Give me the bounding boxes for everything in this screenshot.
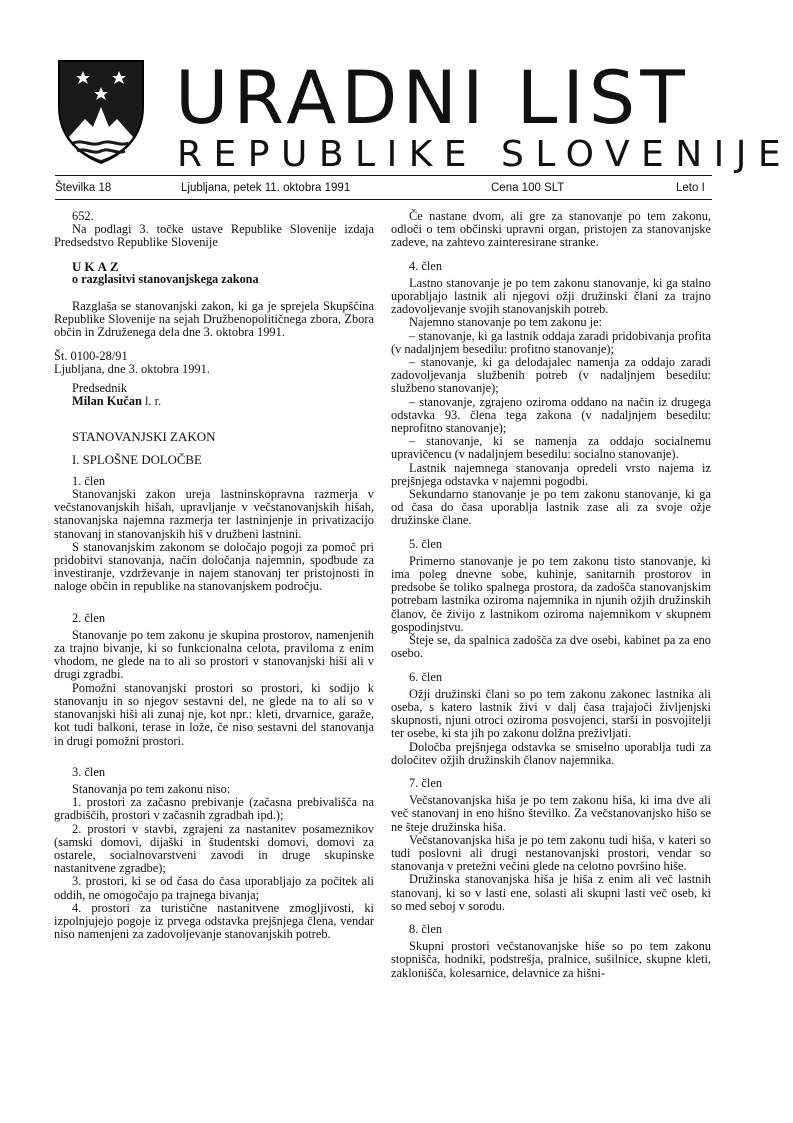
article-3-item-2: 2. prostori v stavbi, zgrajeni za nastanitev posameznikov (samski domovi, dijaški in študentski domovi, domovi za ostarele, socialnovarstveni zavodi in druge skupinske nastanitvene zgradbe); bbox=[54, 821, 374, 876]
article-7-paragraph-1: Večstanovanjska hiša je po tem zakonu hiša, ki ima dve ali več stanovanj in eno hišno številko. Za večstanovanjsko hišo se ne šteje družinska hiša. bbox=[391, 793, 711, 834]
article-5-heading: 5. člen bbox=[409, 536, 443, 551]
entry-number: 652. bbox=[72, 209, 94, 223]
article-4-list-item-1: – stanovanje, ki ga lastnik oddaja zaradi pridobivanja profita (v nadaljnjem besedilu: profitno stanovanje); bbox=[391, 328, 711, 356]
masthead-rule-top bbox=[55, 175, 712, 176]
right-column bbox=[391, 210, 711, 980]
gazette-subtitle: REPUBLIKE SLOVENIJE bbox=[177, 134, 793, 175]
signer-name: Milan Kučan bbox=[72, 394, 142, 409]
signer bbox=[54, 395, 374, 408]
article-8-heading: 8. člen bbox=[409, 921, 443, 936]
law-title: STANOVANJSKI ZAKON bbox=[72, 429, 216, 445]
article-1-heading: 1. člen bbox=[72, 473, 106, 488]
left-column bbox=[54, 210, 374, 941]
gazette-title: URADNI LIST bbox=[175, 56, 690, 141]
signer-suffix: l. r. bbox=[141, 394, 162, 409]
article-2-paragraph-1: Stanovanje po tem zakonu je skupina prostorov, namenjenih za trajno bivanje, ki so funkcionalna celota, praviloma z enim vhodom, ne glede na to ali so prostori v stanovanjski hiši ali v drugi zgradbi. bbox=[54, 627, 374, 682]
decree-subtitle: o razglasitvi stanovanjskega zakona bbox=[72, 271, 259, 286]
article-5-paragraph-1: Primerno stanovanje je po tem zakonu tisto stanovanje, ki ima poleg dnevne sobe, kuhinje, sanitarnih prostorov in predsobe še toliko spalnega prostora, da zadošča stanovanjskim potrebam lastnika oziroma najemnika in njunih ožjih družinskih članov, če živijo z lastnikom oziroma najemnikom v skupnem gospodinjstvu. bbox=[391, 553, 711, 634]
article-7-heading: 7. člen bbox=[409, 775, 443, 790]
article-5-paragraph-2: Šteje se, da spalnica zadošča za dve osebi, kabinet pa za eno osebo. bbox=[391, 633, 711, 661]
article-6-paragraph-2: Določba prejšnjega odstavka se smiselno uporablja tudi za določitev ožjih družinskih članov najemnika. bbox=[391, 739, 711, 767]
decree-intro: Na podlagi 3. točke ustave Republike Slovenije izdaja Predsedstvo Republike Slovenije bbox=[54, 222, 374, 250]
reference-date: Ljubljana, dne 3. oktobra 1991. bbox=[54, 361, 210, 376]
article-1-paragraph-2: S stanovanjskim zakonom se določajo pogoji za pomoč pri pridobitvi stanovanja, način določanja najemnin, spodbude za investiranje, vzdrževanje in najem stanovanj ter pristojnosti in naloge občin in republike na stanovanjskem področju. bbox=[54, 539, 374, 594]
article-4-paragraph-2: Najemno stanovanje po tem zakonu je: bbox=[409, 315, 603, 330]
article-4-paragraph-4: Sekundarno stanovanje je po tem zakonu stanovanje, ki ga od časa do časa uporablja lastnik zase ali za svoje ožje družinske člane. bbox=[391, 487, 711, 528]
decree-title: UKAZ bbox=[72, 258, 122, 274]
article-4-list-item-4: – stanovanje, ki se namenja za oddajo socialnemu upravičencu (v nadaljnjem besedilu: socialno stanovanje). bbox=[391, 434, 711, 462]
article-3-item-3: 3. prostori, ki se od časa do časa uporabljajo za počitek ali oddih, ne omogočajo pa trajnega bivanja; bbox=[54, 874, 374, 902]
reference-number: Št. 0100-28/91 bbox=[54, 348, 128, 363]
article-4-list-item-3: – stanovanje, zgrajeno oziroma oddano na način iz drugega odstavka 93. člena tega zakona (v nadaljnjem besedilu: neprofitno stanovanje); bbox=[391, 394, 711, 436]
article-6-paragraph-1: Ožji družinski člani so po tem zakonu zakonec lastnika ali oseba, s katero lastnik živi v dalj časa trajajoči življenjski skupnosti, njuni otroci oziroma posvojenci, starši in posvojitelji ter osebe, ki sta jih po zakonu dolžna preživljati. bbox=[391, 686, 711, 741]
chapter-heading: I. SPLOŠNE DOLOČBE bbox=[72, 452, 202, 467]
signer-role: Predsednik bbox=[72, 381, 128, 396]
article-2-heading: 2. člen bbox=[72, 610, 106, 625]
place-date: Ljubljana, petek 11. oktobra 1991 bbox=[181, 182, 351, 194]
year: Leto I bbox=[676, 182, 705, 194]
continuation-paragraph: Če nastane dvom, ali gre za stanovanje po tem zakonu, odloči o tem občinski upravni organ, pristojen za stanovanjske zadeve, na zahtevo zainteresirane stranke. bbox=[391, 209, 711, 250]
article-3-item-1: 1. prostori za začasno prebivanje (začasna prebivališča na gradbiščih, prostori v začasnih zgradbah ipd.); bbox=[54, 795, 374, 823]
article-4-list-item-2: – stanovanje, ki ga delodajalec namenja za oddajo zaradi zadovoljevanja službenih potreb (v nadaljnjem besedilu: službeno stanovanje); bbox=[391, 355, 711, 396]
article-3-intro: Stanovanja po tem zakonu niso: bbox=[72, 781, 231, 796]
article-3-item-4: 4. prostori za turistične nastanitvene zmogljivosti, ki izpolnjujejo pogoje iz prvega odstavka prejšnjega člena, vendar niso namenjeni za zadovoljevanje stanovanjskih potreb. bbox=[54, 900, 374, 942]
article-4-paragraph-3: Lastnik najemnega stanovanja opredeli vrsto najema iz prejšnjega odstavka v najemni pogodbi. bbox=[391, 460, 711, 488]
proclamation-text: Razglaša se stanovanjski zakon, ki ga je sprejela Skupščina Republike Slovenije na sejah Družbenopolitičnega zbora, Zbora občin in Združenega dela dne 3. oktobra 1991. bbox=[54, 299, 374, 340]
article-3-heading: 3. člen bbox=[72, 764, 106, 779]
slovenia-coat-of-arms-icon bbox=[55, 57, 147, 165]
article-7-paragraph-3: Družinska stanovanjska hiša je hiša z enim ali več lastnih stanovanj, ki so v lasti ene, solasti ali skupni lasti več oseb, ki so med seboj v sorodu. bbox=[391, 872, 711, 913]
article-4-heading: 4. člen bbox=[409, 258, 443, 273]
issue-number: Številka 18 bbox=[55, 182, 112, 194]
price: Cena 100 SLT bbox=[491, 182, 565, 194]
article-4-paragraph-1: Lastno stanovanje je po tem zakonu stanovanje, ki ga stalno uporabljajo lastnik ali njegovi ožji družinski člani za trajno zadovoljevanje svojih stanovanjskih potreb. bbox=[391, 275, 711, 317]
masthead-rule-bottom bbox=[55, 199, 712, 200]
article-8-paragraph-1: Skupni prostori večstanovanjske hiše so po tem zakonu stopnišča, hodniki, podstrešja, pralnice, sušilnice, skupne kleti, zaklonišča, kolesarnice, delavnice za hišni- bbox=[391, 939, 711, 980]
article-1-paragraph-1: Stanovanjski zakon ureja lastninskopravna razmerja v večstanovanjskih hišah, upravljanje v večstanovanjskih hišah, stanovanjska najemna razmerja ter lastninjenje in privatizacijo stanovanj in stanovanjskih hiš v družbeni lastnini. bbox=[54, 487, 374, 541]
article-2-paragraph-2: Pomožni stanovanjski prostori so prostori, ki sodijo k stanovanju in so njegov sestavni del, ne glede na to ali so v stanovanjski hiši ali zunaj nje, kot npr.: kleti, drvarnice, garaže, kot tudi balkoni, terase in lože, če niso sestavni del stanovanja in drugi pomožni prostori. bbox=[54, 680, 374, 748]
article-6-heading: 6. člen bbox=[409, 669, 443, 684]
article-7-paragraph-2: Večstanovanjska hiša je po tem zakonu tudi hiša, v kateri so tudi poslovni ali drugi nestanovanjski prostori, vendar so stanovanja v pretežni večini glede na celotno površino hiše. bbox=[391, 832, 711, 874]
